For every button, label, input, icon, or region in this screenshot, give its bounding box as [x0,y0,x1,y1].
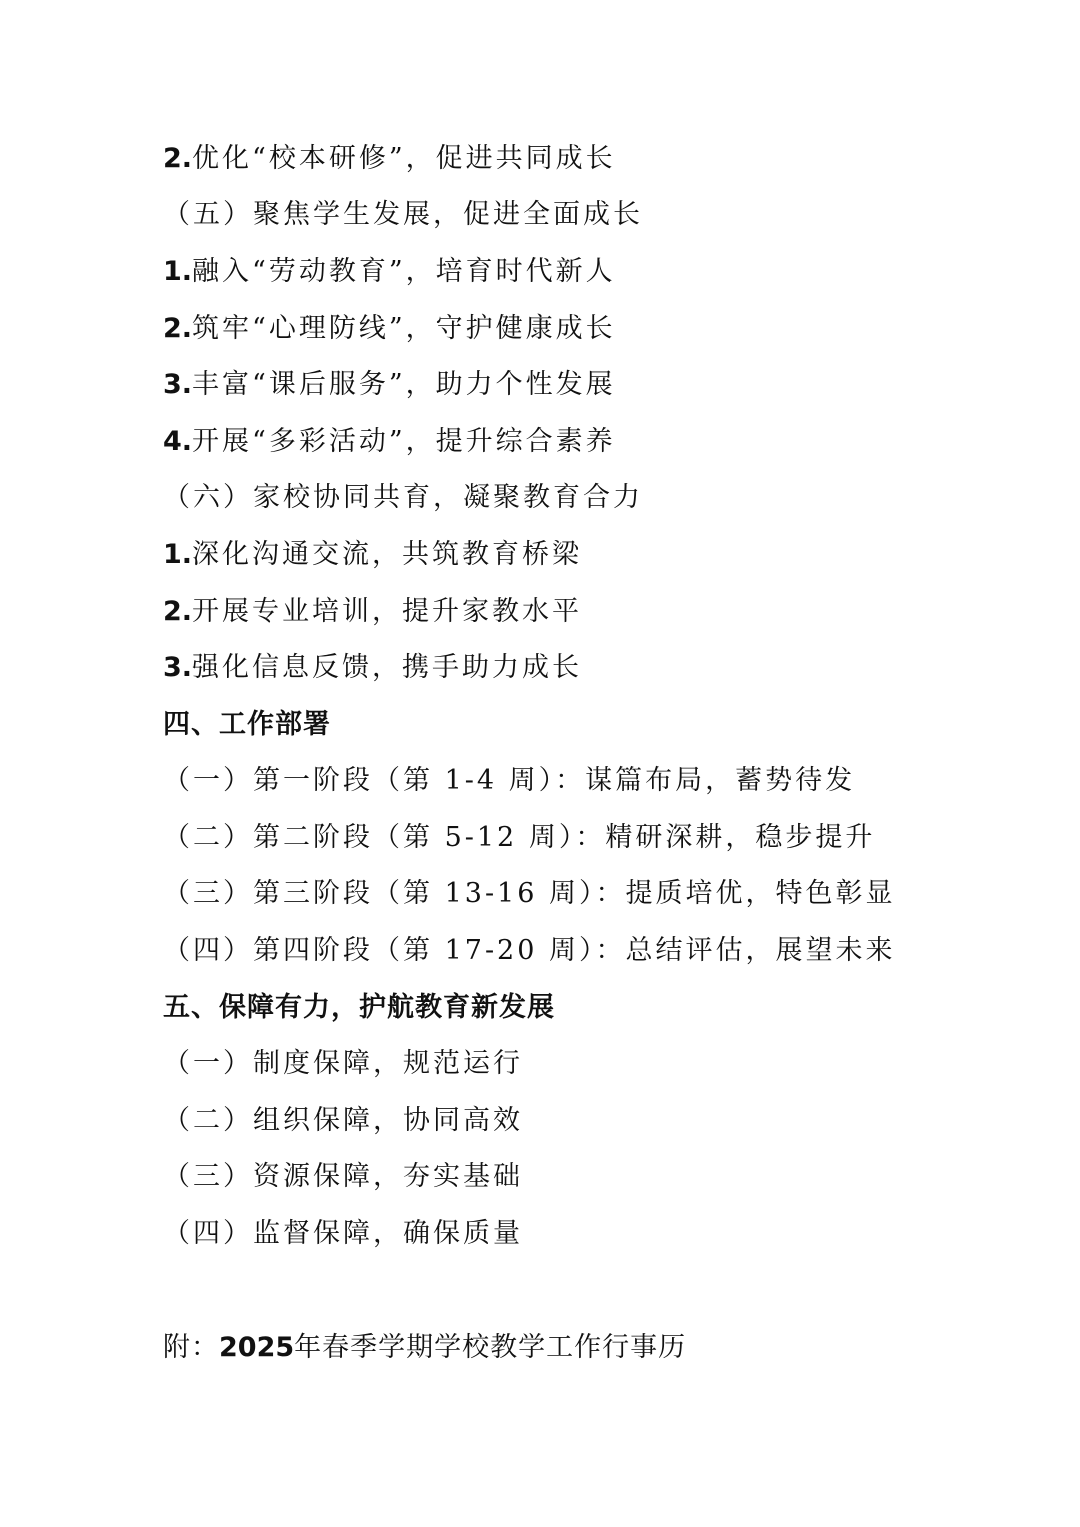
stage-text: （一）第一阶段（第 1-4 周）：谋篇布局，蓄势待发 [163,765,856,796]
stage-one [163,761,855,801]
item-labor-education [163,252,616,292]
item-number: 2. [163,596,193,627]
guarantee-supervision [163,1214,523,1254]
section-six-heading [163,478,643,518]
item-text: 丰富“课后服务”，助力个性发展 [192,369,616,400]
item-text: 融入“劳动教育”，培育时代新人 [192,256,616,287]
item-number: 1. [163,256,193,287]
section-text: （六）家校协同共育，凝聚教育合力 [163,482,643,513]
item-communication [163,535,582,575]
section-text: （五）聚焦学生发展，促进全面成长 [163,199,643,230]
section-five-heading [163,195,643,235]
guarantee-text: （一）制度保障，规范运行 [163,1048,523,1079]
stage-two [163,818,875,858]
guarantee-system [163,1044,523,1084]
item-mental-health [163,309,616,349]
attachment-prefix: 附： [163,1332,219,1363]
item-after-school-service [163,365,616,405]
guarantee-resources [163,1157,523,1197]
item-activities [163,422,616,462]
item-optimize-school-training [163,139,616,179]
attachment-text: 年春季学期学校教学工作行事历 [294,1332,687,1363]
item-number: 3. [163,652,193,683]
stage-text: （三）第三阶段（第 13-16 周）：提质培优，特色彰显 [163,878,896,909]
item-number: 4. [163,426,193,457]
item-feedback [163,648,582,688]
stage-four [163,931,896,971]
guarantee-organization [163,1101,523,1141]
item-training [163,592,582,632]
stage-text: （四）第四阶段（第 17-20 周）：总结评估，展望未来 [163,935,896,966]
item-number: 2. [163,143,193,174]
item-number: 1. [163,539,193,570]
chapter-text: 五、保障有力，护航教育新发展 [163,992,555,1023]
stage-text: （二）第二阶段（第 5-12 周）：精研深耕，稳步提升 [163,822,876,853]
item-text: 深化沟通交流，共筑教育桥梁 [192,539,583,570]
guarantee-text: （二）组织保障，协同高效 [163,1105,523,1136]
item-text: 强化信息反馈，携手助力成长 [192,652,583,683]
chapter-text: 四、工作部署 [163,709,331,740]
stage-three [163,874,896,914]
attachment-note [163,1328,686,1368]
item-text: 优化“校本研修”，促进共同成长 [192,143,616,174]
item-number: 2. [163,313,193,344]
item-text: 开展专业培训，提升家教水平 [192,596,583,627]
chapter-five-heading [163,988,555,1028]
chapter-four-heading [163,705,331,745]
guarantee-text: （四）监督保障，确保质量 [163,1218,523,1249]
item-text: 筑牢“心理防线”，守护健康成长 [192,313,616,344]
item-text: 开展“多彩活动”，提升综合素养 [192,426,616,457]
attachment-year: 2025 [219,1332,295,1363]
item-number: 3. [163,369,193,400]
guarantee-text: （三）资源保障，夯实基础 [163,1161,523,1192]
